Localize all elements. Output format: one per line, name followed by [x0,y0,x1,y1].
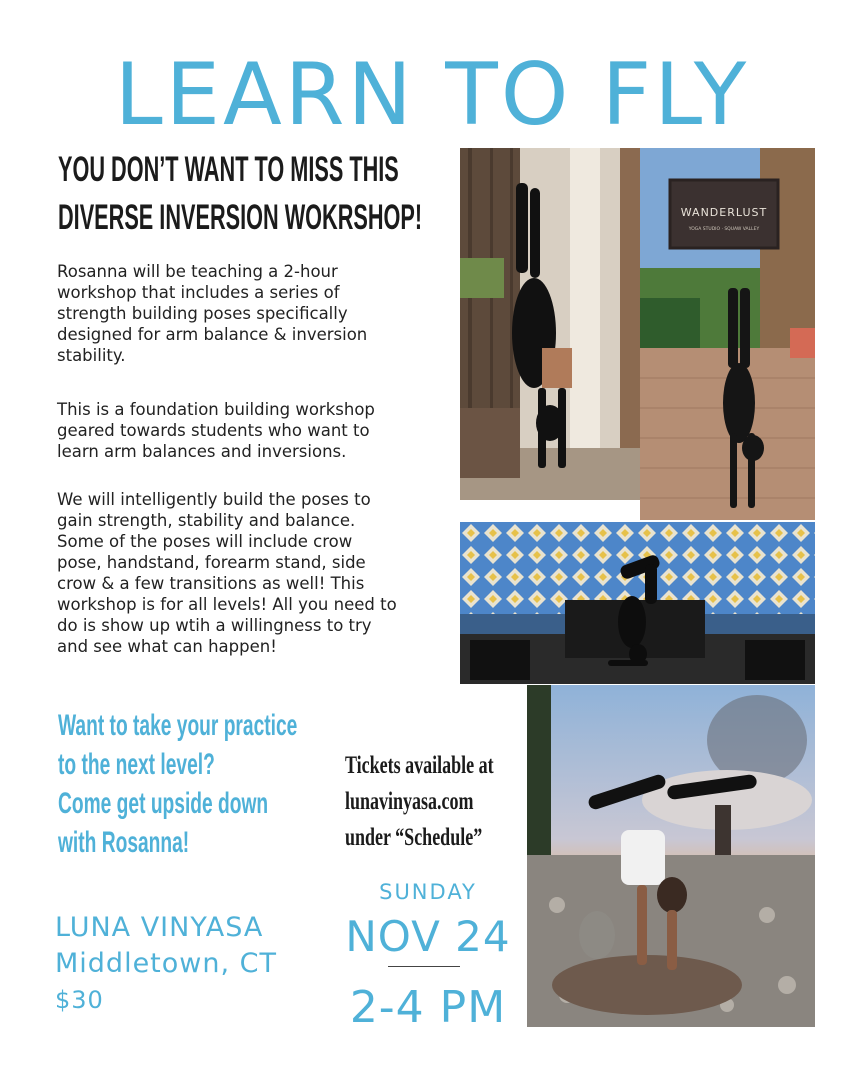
promo-line: Want to take your practice [58,709,298,742]
event-day: SUNDAY [379,880,477,904]
photo-handstand-wanderlust [640,148,815,520]
promo-line: with Rosanna! [58,826,190,859]
tickets-line: under “Schedule” [345,824,483,851]
headline-line-2: DIVERSE INVERSION WOKRSHOP! [58,198,423,237]
sign-subtext: YOGA STUDIO · SQUAW VALLEY [688,227,760,232]
tickets-info [345,748,494,856]
headline [58,146,423,242]
venue-name: LUNA VINYASA [55,912,264,943]
sign-text: WANDERLUST [680,206,768,219]
venue-city: Middletown, CT [55,948,277,979]
venue-block [55,910,277,1018]
description-paragraph-3 [57,489,457,657]
date-divider [388,966,460,967]
text-line: pose, handstand, forearm stand, side [57,553,366,572]
event-time: 2-4 PM [349,982,507,1033]
tickets-url: lunavinyasa.com [345,788,474,815]
text-line: do is show up wtih a willingness to try [57,616,372,635]
text-line: workshop that includes a series of [57,283,340,302]
text-line: Some of the poses will include crow [57,532,353,551]
text-line: workshop is for all levels! All you need to [57,595,397,614]
text-line: gain strength, stability and balance. [57,511,356,530]
text-line: and see what can happen! [57,637,277,656]
description-paragraph-2 [57,399,457,462]
poster-title: LEARN TO FLY [114,45,750,145]
text-line: crow & a few transitions as well! This [57,574,365,593]
promo-line: Come get upside down [58,787,269,820]
photo-forearm-stand-stage [460,522,815,684]
text-line: We will intelligently build the poses to [57,490,371,509]
event-date: NOV 24 [345,912,511,961]
tickets-line: Tickets available at [345,752,494,779]
photo-forearm-stand-sunset [527,685,815,1027]
price: $30 [55,986,104,1014]
headline-line-1: YOU DON’T WANT TO MISS THIS [58,150,399,189]
text-line: designed for arm balance & inversion [57,325,368,344]
text-line: strength building poses specifically [57,304,348,323]
text-line: Rosanna will be teaching a 2-hour [57,262,338,281]
text-line: stability. [57,346,126,365]
promo-line: to the next level? [58,748,215,781]
promo-callout [58,706,352,862]
text-line: geared towards students who want to [57,421,370,440]
text-line: This is a foundation building workshop [57,400,375,419]
description-paragraph-1 [57,261,457,366]
text-line: learn arm balances and inversions. [57,442,347,461]
photo-handstand-wooden-wall [460,148,640,500]
